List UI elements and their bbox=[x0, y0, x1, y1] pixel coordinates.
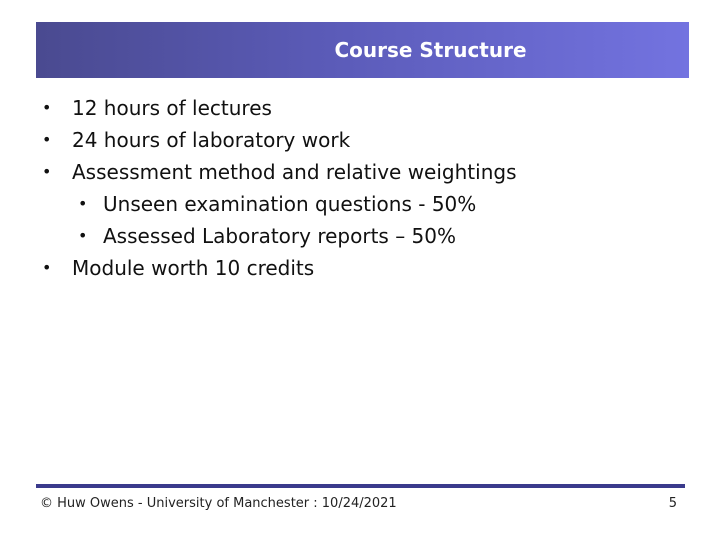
bullet-list bbox=[42, 92, 682, 284]
page-number: 5 bbox=[668, 496, 677, 511]
bullet-icon: • bbox=[42, 130, 52, 149]
bullet-item bbox=[42, 156, 682, 188]
bullet-icon: • bbox=[78, 194, 88, 213]
sub-bullet-item bbox=[42, 220, 682, 252]
footer-copyright: © Huw Owens - University of Manchester : 10/24/2021 bbox=[40, 496, 397, 511]
bullet-icon: • bbox=[42, 98, 52, 117]
bullet-item bbox=[42, 124, 682, 156]
bullet-text: Assessment method and relative weightings bbox=[72, 160, 517, 184]
bullet-text: Unseen examination questions - 50% bbox=[103, 192, 477, 216]
title-bar bbox=[36, 22, 689, 78]
bullet-text: Module worth 10 credits bbox=[72, 256, 315, 280]
bullet-item bbox=[42, 92, 682, 124]
sub-bullet-item bbox=[42, 188, 682, 220]
bullet-icon: • bbox=[42, 258, 52, 277]
bullet-icon: • bbox=[42, 162, 52, 181]
slide-title: Course Structure bbox=[334, 38, 527, 62]
bullet-text: 12 hours of lectures bbox=[72, 96, 272, 120]
bullet-item bbox=[42, 252, 682, 284]
bullet-text: Assessed Laboratory reports – 50% bbox=[103, 224, 456, 248]
bullet-text: 24 hours of laboratory work bbox=[72, 128, 351, 152]
footer-divider bbox=[36, 484, 685, 488]
bullet-icon: • bbox=[78, 226, 88, 245]
